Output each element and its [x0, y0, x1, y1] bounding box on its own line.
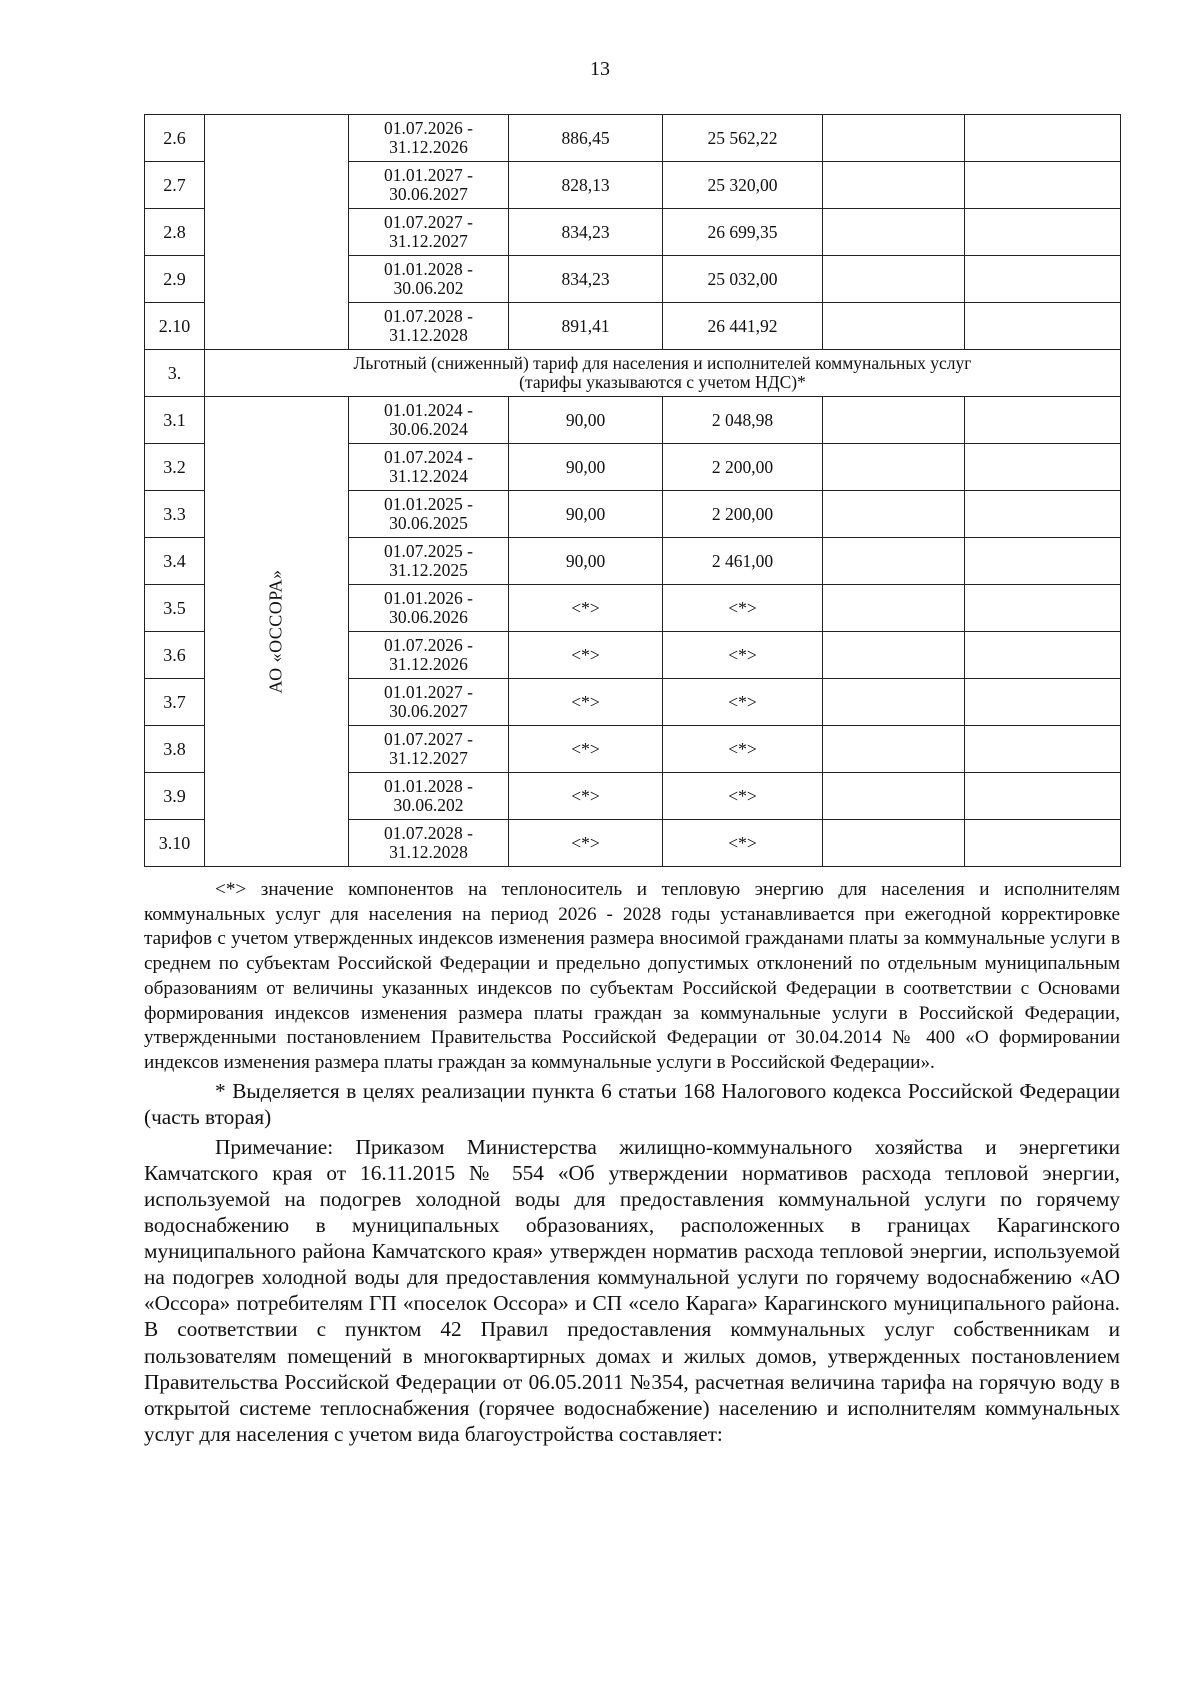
value-component-a: <*>: [509, 632, 663, 679]
period-start: 01.07.2028 -: [384, 823, 473, 843]
empty-cell: [823, 491, 965, 538]
row-number: 3.9: [145, 773, 205, 820]
row-number: 3.6: [145, 632, 205, 679]
value-component-b: 25 320,00: [663, 162, 823, 209]
value-component-b: 2 048,98: [663, 397, 823, 444]
section-title-line-1: Льготный (сниженный) тариф для населения и исполнителей коммунальных услуг: [353, 353, 972, 373]
period-end: 31.12.2028: [389, 325, 468, 345]
empty-cell: [965, 585, 1121, 632]
empty-cell: [965, 491, 1121, 538]
value-component-a: 828,13: [509, 162, 663, 209]
period-cell: [349, 303, 509, 350]
footnote-bracket-star: <*> значение компонентов на теплоноситель и тепловую энергию для населения и исполнителям коммунальных услуг для населения на период 2026 - 2028 годы устанавливается при ежегодной корректировке тарифов с учетом утвержденных индексов изменения размера вносимой гражданами платы за коммунальные услуги в среднем по субъектам Российской Федерации и предельно допустимых отклонений по отдельным муниципальным образованиям от величины указанных индексов по субъектам Российской Федерации в соответствии с Основами формирования индексов изменения размера платы граждан за коммунальные услуги в Российской Федерации, утвержденными постановлением Правительства Российской Федерации от 30.04.2014 № 400 «О формировании индексов изменения размера платы граждан за коммунальные услуги в Российской Федерации».: [144, 879, 1120, 1073]
empty-cell: [965, 820, 1121, 867]
period-cell: [349, 679, 509, 726]
value-component-b: <*>: [663, 632, 823, 679]
value-component-b: <*>: [663, 679, 823, 726]
value-component-b: <*>: [663, 820, 823, 867]
period-cell: [349, 632, 509, 679]
period-start: 01.07.2024 -: [384, 447, 473, 467]
empty-cell: [965, 256, 1121, 303]
footnote-star: * Выделяется в целях реализации пункта 6 статьи 168 Налогового кодекса Российской Федерации (часть вторая): [144, 1078, 1120, 1129]
period-end: 31.12.2026: [389, 654, 468, 674]
period-end: 30.06.2027: [389, 184, 468, 204]
row-number: 3.7: [145, 679, 205, 726]
table-row: [145, 397, 1121, 444]
empty-cell: [965, 538, 1121, 585]
period-cell: [349, 726, 509, 773]
empty-cell: [965, 444, 1121, 491]
notes-section: [144, 878, 1120, 1447]
organization-cell: [205, 115, 349, 350]
organization-cell: [205, 397, 349, 867]
page-number: 13: [590, 58, 610, 80]
value-component-a: 886,45: [509, 115, 663, 162]
period-end: 30.06.2026: [389, 607, 468, 627]
empty-cell: [823, 538, 965, 585]
empty-cell: [823, 444, 965, 491]
period-cell: [349, 256, 509, 303]
period-cell: [349, 491, 509, 538]
table-row: [145, 115, 1121, 162]
section-number: 3.: [145, 350, 205, 397]
row-number: 3.3: [145, 491, 205, 538]
period-end: 30.06.2027: [389, 701, 468, 721]
value-component-a: 834,23: [509, 209, 663, 256]
empty-cell: [823, 209, 965, 256]
empty-cell: [965, 679, 1121, 726]
period-start: 01.01.2025 -: [384, 494, 473, 514]
empty-cell: [965, 726, 1121, 773]
period-end: 30.06.2024: [389, 419, 468, 439]
value-component-a: 834,23: [509, 256, 663, 303]
period-cell: [349, 209, 509, 256]
period-cell: [349, 585, 509, 632]
value-component-b: <*>: [663, 773, 823, 820]
row-number: 3.2: [145, 444, 205, 491]
row-number: 2.7: [145, 162, 205, 209]
period-start: 01.01.2027 -: [384, 682, 473, 702]
empty-cell: [965, 632, 1121, 679]
empty-cell: [823, 726, 965, 773]
value-component-a: <*>: [509, 726, 663, 773]
row-number: 2.8: [145, 209, 205, 256]
tariff-table: [144, 114, 1121, 867]
empty-cell: [965, 773, 1121, 820]
section-title: [205, 350, 1121, 397]
value-component-b: 25 562,22: [663, 115, 823, 162]
value-component-a: 90,00: [509, 538, 663, 585]
period-end: 31.12.2024: [389, 466, 468, 486]
period-end: 30.06.2025: [389, 513, 468, 533]
section-header-row: [145, 350, 1121, 397]
value-component-b: 2 200,00: [663, 444, 823, 491]
value-component-b: <*>: [663, 585, 823, 632]
row-number: 2.6: [145, 115, 205, 162]
row-number: 3.5: [145, 585, 205, 632]
period-cell: [349, 397, 509, 444]
period-start: 01.07.2027 -: [384, 729, 473, 749]
remark-paragraph: Примечание: Приказом Министерства жилищно-коммунального хозяйства и энергетики Камчатского края от 16.11.2015 № 554 «Об утверждении нормативов расхода тепловой энергии, используемой на подогрев холодной воды для предоставления коммунальной услуги по горячему водоснабжению в муниципальных образованиях, расположенных в границах Карагинского муниципального района Камчатского края» утвержден норматив расхода тепловой энергии, используемой на подогрев холодной воды для предоставления коммунальной услуги по горячему водоснабжению «АО «Оссора» потребителям ГП «поселок Оссора» и СП «село Карага» Карагинского муниципального района. В соответствии с пунктом 42 Правил предоставления коммунальных услуг собственникам и пользователям помещений в многоквартирных домах и жилых домов, утвержденных постановлением Правительства Российской Федерации от 06.05.2011 №354, расчетная величина тарифа на горячую воду в открытой системе теплоснабжения (горячее водоснабжение) населению и исполнителям коммунальных услуг для населения с учетом вида благоустройства составляет:: [144, 1134, 1120, 1446]
row-number: 3.10: [145, 820, 205, 867]
period-cell: [349, 773, 509, 820]
period-cell: [349, 538, 509, 585]
row-number: 3.4: [145, 538, 205, 585]
period-start: 01.07.2026 -: [384, 118, 473, 138]
empty-cell: [965, 209, 1121, 256]
value-component-a: <*>: [509, 773, 663, 820]
value-component-b: 2 461,00: [663, 538, 823, 585]
empty-cell: [823, 115, 965, 162]
empty-cell: [823, 820, 965, 867]
empty-cell: [965, 397, 1121, 444]
period-end: 31.12.2026: [389, 137, 468, 157]
period-start: 01.01.2028 -: [384, 259, 473, 279]
empty-cell: [965, 303, 1121, 350]
value-component-a: <*>: [509, 679, 663, 726]
empty-cell: [823, 162, 965, 209]
value-component-a: <*>: [509, 820, 663, 867]
value-component-a: <*>: [509, 585, 663, 632]
period-start: 01.07.2028 -: [384, 306, 473, 326]
empty-cell: [823, 773, 965, 820]
value-component-b: 26 699,35: [663, 209, 823, 256]
period-cell: [349, 444, 509, 491]
value-component-b: 25 032,00: [663, 256, 823, 303]
empty-cell: [823, 256, 965, 303]
empty-cell: [965, 115, 1121, 162]
value-component-b: <*>: [663, 726, 823, 773]
period-end: 31.12.2025: [389, 560, 468, 580]
period-end: 31.12.2027: [389, 231, 468, 251]
empty-cell: [823, 585, 965, 632]
organization-name: АО «ОССОРА»: [265, 569, 286, 694]
period-start: 01.01.2024 -: [384, 400, 473, 420]
period-end: 31.12.2027: [389, 748, 468, 768]
period-start: 01.07.2025 -: [384, 541, 473, 561]
empty-cell: [823, 303, 965, 350]
period-end: 31.12.2028: [389, 842, 468, 862]
empty-cell: [823, 679, 965, 726]
period-start: 01.01.2028 -: [384, 776, 473, 796]
period-cell: [349, 820, 509, 867]
empty-cell: [823, 632, 965, 679]
row-number: 3.8: [145, 726, 205, 773]
value-component-a: 891,41: [509, 303, 663, 350]
value-component-a: 90,00: [509, 491, 663, 538]
empty-cell: [965, 162, 1121, 209]
period-cell: [349, 162, 509, 209]
period-start: 01.07.2026 -: [384, 635, 473, 655]
period-start: 01.01.2027 -: [384, 165, 473, 185]
value-component-a: 90,00: [509, 397, 663, 444]
row-number: 3.1: [145, 397, 205, 444]
period-start: 01.01.2026 -: [384, 588, 473, 608]
value-component-b: 26 441,92: [663, 303, 823, 350]
value-component-b: 2 200,00: [663, 491, 823, 538]
period-start: 01.07.2027 -: [384, 212, 473, 232]
section-title-line-2: (тарифы указываются с учетом НДС)*: [519, 372, 806, 392]
empty-cell: [823, 397, 965, 444]
period-end: 30.06.202: [393, 795, 464, 815]
value-component-a: 90,00: [509, 444, 663, 491]
row-number: 2.9: [145, 256, 205, 303]
period-end: 30.06.202: [393, 278, 464, 298]
row-number: 2.10: [145, 303, 205, 350]
period-cell: [349, 115, 509, 162]
